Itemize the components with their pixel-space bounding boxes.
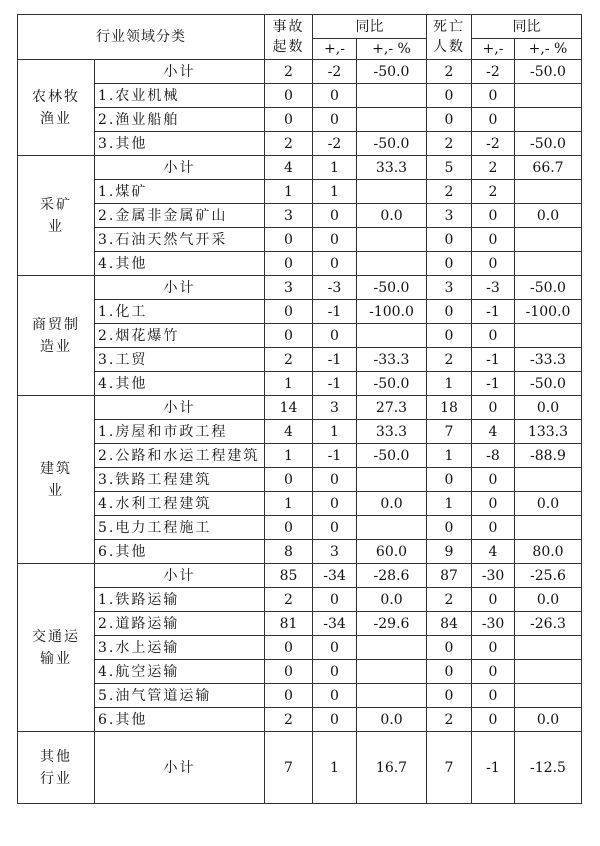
accident-diff: -1 — [313, 300, 357, 324]
accident-pct: 27.3 — [357, 396, 427, 420]
death-diff: 0 — [472, 84, 515, 108]
table-row — [18, 156, 582, 180]
death-diff: 4 — [472, 540, 515, 564]
accident-diff: 1 — [313, 420, 357, 444]
section-name: 商贸制造业 — [18, 276, 95, 396]
death-pct: 0.0 — [515, 204, 582, 228]
death-pct — [515, 636, 582, 660]
death-count: 18 — [427, 396, 472, 420]
death-pct: -50.0 — [515, 60, 582, 84]
death-pct — [515, 108, 582, 132]
item-label: 3.工贸 — [95, 348, 265, 372]
accident-diff: -3 — [313, 276, 357, 300]
item-label: 3.石油天然气开采 — [95, 228, 265, 252]
accident-diff: 0 — [313, 684, 357, 708]
accident-count: 3 — [265, 276, 313, 300]
death-pct: 133.3 — [515, 420, 582, 444]
accident-pct: 0.0 — [357, 204, 427, 228]
accident-diff: -2 — [313, 60, 357, 84]
death-count: 1 — [427, 444, 472, 468]
table-row — [18, 204, 582, 228]
header-diff-deaths: +,- — [472, 39, 515, 60]
death-pct: -33.3 — [515, 348, 582, 372]
section-name: 采矿业 — [18, 156, 95, 276]
header-pct-deaths: +,- % — [515, 39, 582, 60]
accident-diff: 0 — [313, 108, 357, 132]
table-row — [18, 444, 582, 468]
accident-count: 0 — [265, 468, 313, 492]
accident-pct — [357, 252, 427, 276]
item-label: 1.铁路运输 — [95, 588, 265, 612]
death-pct: 0.0 — [515, 588, 582, 612]
accident-count: 1 — [265, 444, 313, 468]
accident-pct: 0.0 — [357, 708, 427, 732]
item-label: 1.农业机械 — [95, 84, 265, 108]
header-yoy-accidents: 同比 — [313, 15, 427, 39]
header-death-count: 死亡人数 — [427, 15, 472, 60]
death-pct — [515, 180, 582, 204]
death-diff: 0 — [472, 468, 515, 492]
death-count: 3 — [427, 204, 472, 228]
death-pct: 0.0 — [515, 396, 582, 420]
accident-diff: 0 — [313, 708, 357, 732]
death-diff: -2 — [472, 132, 515, 156]
accident-count: 0 — [265, 228, 313, 252]
death-count: 1 — [427, 372, 472, 396]
death-count: 0 — [427, 468, 472, 492]
death-count: 2 — [427, 588, 472, 612]
header-accident-count: 事故起数 — [265, 15, 313, 60]
accident-diff: -1 — [313, 444, 357, 468]
death-diff: -1 — [472, 300, 515, 324]
table-row — [18, 708, 582, 732]
death-count: 0 — [427, 228, 472, 252]
accident-diff: 0 — [313, 588, 357, 612]
death-pct — [515, 324, 582, 348]
accident-diff: 0 — [313, 492, 357, 516]
accident-diff: 0 — [313, 84, 357, 108]
accident-pct: 16.7 — [357, 732, 427, 804]
death-count: 0 — [427, 636, 472, 660]
accident-diff: 3 — [313, 396, 357, 420]
table-row — [18, 420, 582, 444]
accident-count: 0 — [265, 324, 313, 348]
accident-diff: 0 — [313, 324, 357, 348]
death-diff: -3 — [472, 276, 515, 300]
accident-count: 0 — [265, 636, 313, 660]
accident-diff: 0 — [313, 468, 357, 492]
death-pct: 80.0 — [515, 540, 582, 564]
item-label: 5.电力工程施工 — [95, 516, 265, 540]
table-row — [18, 732, 582, 804]
death-diff: -1 — [472, 372, 515, 396]
item-label: 3.水上运输 — [95, 636, 265, 660]
accident-pct: -50.0 — [357, 372, 427, 396]
death-diff: 0 — [472, 204, 515, 228]
death-diff: 2 — [472, 156, 515, 180]
accident-pct — [357, 636, 427, 660]
death-pct: -100.0 — [515, 300, 582, 324]
accident-diff: -34 — [313, 564, 357, 588]
table-row — [18, 540, 582, 564]
table-row — [18, 84, 582, 108]
death-diff: -8 — [472, 444, 515, 468]
table-row — [18, 492, 582, 516]
table-row — [18, 588, 582, 612]
death-count: 2 — [427, 60, 472, 84]
death-pct — [515, 468, 582, 492]
accident-diff: 0 — [313, 660, 357, 684]
table-body — [18, 60, 582, 804]
death-pct: -50.0 — [515, 132, 582, 156]
accident-pct — [357, 84, 427, 108]
death-diff: 0 — [472, 228, 515, 252]
death-pct — [515, 516, 582, 540]
death-count: 0 — [427, 300, 472, 324]
table-row — [18, 60, 582, 84]
subtotal-label: 小计 — [95, 276, 265, 300]
death-pct — [515, 684, 582, 708]
item-label: 1.化工 — [95, 300, 265, 324]
death-count: 87 — [427, 564, 472, 588]
table-row — [18, 228, 582, 252]
death-count: 0 — [427, 324, 472, 348]
death-diff: -2 — [472, 60, 515, 84]
section-name: 建筑业 — [18, 396, 95, 564]
accident-pct — [357, 180, 427, 204]
accident-count: 0 — [265, 84, 313, 108]
accident-diff: -1 — [313, 348, 357, 372]
table-row — [18, 180, 582, 204]
accident-pct — [357, 684, 427, 708]
subtotal-label: 小计 — [95, 396, 265, 420]
accident-pct — [357, 228, 427, 252]
death-count: 0 — [427, 252, 472, 276]
death-count: 7 — [427, 732, 472, 804]
item-label: 4.航空运输 — [95, 660, 265, 684]
death-count: 2 — [427, 132, 472, 156]
death-diff: 0 — [472, 516, 515, 540]
accident-count: 0 — [265, 300, 313, 324]
death-pct: -12.5 — [515, 732, 582, 804]
death-count: 0 — [427, 516, 472, 540]
subtotal-label: 小计 — [95, 60, 265, 84]
item-label: 3.铁路工程建筑 — [95, 468, 265, 492]
accident-count: 2 — [265, 60, 313, 84]
item-label: 2.渔业船舶 — [95, 108, 265, 132]
item-label: 5.油气管道运输 — [95, 684, 265, 708]
death-diff: 0 — [472, 492, 515, 516]
accident-diff: -2 — [313, 132, 357, 156]
death-count: 2 — [427, 348, 472, 372]
death-diff: 2 — [472, 180, 515, 204]
accident-count: 2 — [265, 588, 313, 612]
accident-pct: 0.0 — [357, 492, 427, 516]
death-pct: -26.3 — [515, 612, 582, 636]
death-count: 7 — [427, 420, 472, 444]
accident-count: 2 — [265, 708, 313, 732]
death-pct: 0.0 — [515, 492, 582, 516]
death-count: 84 — [427, 612, 472, 636]
death-diff: 0 — [472, 684, 515, 708]
item-label: 2.金属非金属矿山 — [95, 204, 265, 228]
section-name: 交通运输业 — [18, 564, 95, 732]
accident-pct — [357, 324, 427, 348]
death-pct: -88.9 — [515, 444, 582, 468]
death-pct: 66.7 — [515, 156, 582, 180]
death-pct — [515, 660, 582, 684]
table-row — [18, 516, 582, 540]
table-row — [18, 684, 582, 708]
accident-count: 1 — [265, 492, 313, 516]
table-row — [18, 348, 582, 372]
death-pct: -50.0 — [515, 372, 582, 396]
accident-pct: -33.3 — [357, 348, 427, 372]
section-name: 其他行业 — [18, 732, 95, 804]
death-pct: 0.0 — [515, 708, 582, 732]
item-label: 4.水利工程建筑 — [95, 492, 265, 516]
subtotal-label: 小计 — [95, 564, 265, 588]
accident-count: 0 — [265, 684, 313, 708]
accident-pct: -50.0 — [357, 276, 427, 300]
accident-pct: -50.0 — [357, 60, 427, 84]
accident-pct: -29.6 — [357, 612, 427, 636]
header-category: 行业领域分类 — [18, 15, 265, 60]
table-row — [18, 276, 582, 300]
death-diff: -30 — [472, 564, 515, 588]
accident-count: 7 — [265, 732, 313, 804]
death-diff: 0 — [472, 324, 515, 348]
accident-diff: -1 — [313, 372, 357, 396]
death-count: 1 — [427, 492, 472, 516]
accident-pct — [357, 660, 427, 684]
death-count: 0 — [427, 108, 472, 132]
death-diff: 0 — [472, 708, 515, 732]
item-label: 2.公路和水运工程建筑 — [95, 444, 265, 468]
accident-pct — [357, 516, 427, 540]
accident-diff: -34 — [313, 612, 357, 636]
accident-diff: 1 — [313, 156, 357, 180]
accident-diff: 1 — [313, 180, 357, 204]
accident-count: 2 — [265, 132, 313, 156]
item-label: 4.其他 — [95, 252, 265, 276]
table-row — [18, 396, 582, 420]
death-count: 2 — [427, 708, 472, 732]
table-row — [18, 324, 582, 348]
death-diff: 0 — [472, 636, 515, 660]
accident-count: 4 — [265, 156, 313, 180]
accident-diff: 0 — [313, 516, 357, 540]
accident-count: 8 — [265, 540, 313, 564]
table-row — [18, 252, 582, 276]
accident-pct — [357, 108, 427, 132]
accident-count: 85 — [265, 564, 313, 588]
accident-count: 1 — [265, 180, 313, 204]
death-count: 0 — [427, 684, 472, 708]
accident-diff: 0 — [313, 228, 357, 252]
death-count: 0 — [427, 660, 472, 684]
accident-count: 0 — [265, 108, 313, 132]
accident-diff: 0 — [313, 252, 357, 276]
accident-pct: -100.0 — [357, 300, 427, 324]
header-diff-accidents: +,- — [313, 39, 357, 60]
item-label: 3.其他 — [95, 132, 265, 156]
death-diff: 0 — [472, 396, 515, 420]
item-label: 1.煤矿 — [95, 180, 265, 204]
table-row — [18, 612, 582, 636]
accident-count: 4 — [265, 420, 313, 444]
death-diff: 0 — [472, 108, 515, 132]
death-count: 3 — [427, 276, 472, 300]
accident-diff: 0 — [313, 636, 357, 660]
death-pct: -50.0 — [515, 276, 582, 300]
item-label: 2.道路运输 — [95, 612, 265, 636]
accident-count: 0 — [265, 516, 313, 540]
accident-pct: -50.0 — [357, 444, 427, 468]
accident-count: 0 — [265, 252, 313, 276]
death-count: 2 — [427, 180, 472, 204]
accident-count: 81 — [265, 612, 313, 636]
death-count: 5 — [427, 156, 472, 180]
death-diff: 0 — [472, 660, 515, 684]
death-diff: 0 — [472, 588, 515, 612]
item-label: 2.烟花爆竹 — [95, 324, 265, 348]
accident-pct: -50.0 — [357, 132, 427, 156]
table-row — [18, 636, 582, 660]
death-count: 9 — [427, 540, 472, 564]
section-name: 农林牧渔业 — [18, 60, 95, 156]
table-row — [18, 468, 582, 492]
item-label: 4.其他 — [95, 372, 265, 396]
table-row — [18, 564, 582, 588]
accident-pct: 33.3 — [357, 156, 427, 180]
death-pct — [515, 84, 582, 108]
subtotal-label: 小计 — [95, 732, 265, 804]
accident-count: 3 — [265, 204, 313, 228]
item-label: 6.其他 — [95, 540, 265, 564]
header-yoy-deaths: 同比 — [472, 15, 582, 39]
accident-count: 0 — [265, 660, 313, 684]
death-diff: 0 — [472, 252, 515, 276]
death-diff: -1 — [472, 348, 515, 372]
header-pct-accidents: +,- % — [357, 39, 427, 60]
accident-count: 1 — [265, 372, 313, 396]
death-pct — [515, 228, 582, 252]
death-diff: 4 — [472, 420, 515, 444]
accident-pct: -28.6 — [357, 564, 427, 588]
death-pct: -25.6 — [515, 564, 582, 588]
item-label: 6.其他 — [95, 708, 265, 732]
table-row — [18, 108, 582, 132]
accident-diff: 3 — [313, 540, 357, 564]
table-row — [18, 132, 582, 156]
table-row — [18, 660, 582, 684]
item-label: 1.房屋和市政工程 — [95, 420, 265, 444]
accident-diff: 0 — [313, 204, 357, 228]
subtotal-label: 小计 — [95, 156, 265, 180]
accident-pct — [357, 468, 427, 492]
accident-count: 2 — [265, 348, 313, 372]
accident-pct: 0.0 — [357, 588, 427, 612]
table-row — [18, 372, 582, 396]
death-count: 0 — [427, 84, 472, 108]
accident-pct: 33.3 — [357, 420, 427, 444]
accident-count: 14 — [265, 396, 313, 420]
table-row — [18, 300, 582, 324]
death-pct — [515, 252, 582, 276]
accident-pct: 60.0 — [357, 540, 427, 564]
accident-diff: 1 — [313, 732, 357, 804]
death-diff: -30 — [472, 612, 515, 636]
accident-statistics-table — [17, 14, 582, 804]
death-diff: -1 — [472, 732, 515, 804]
